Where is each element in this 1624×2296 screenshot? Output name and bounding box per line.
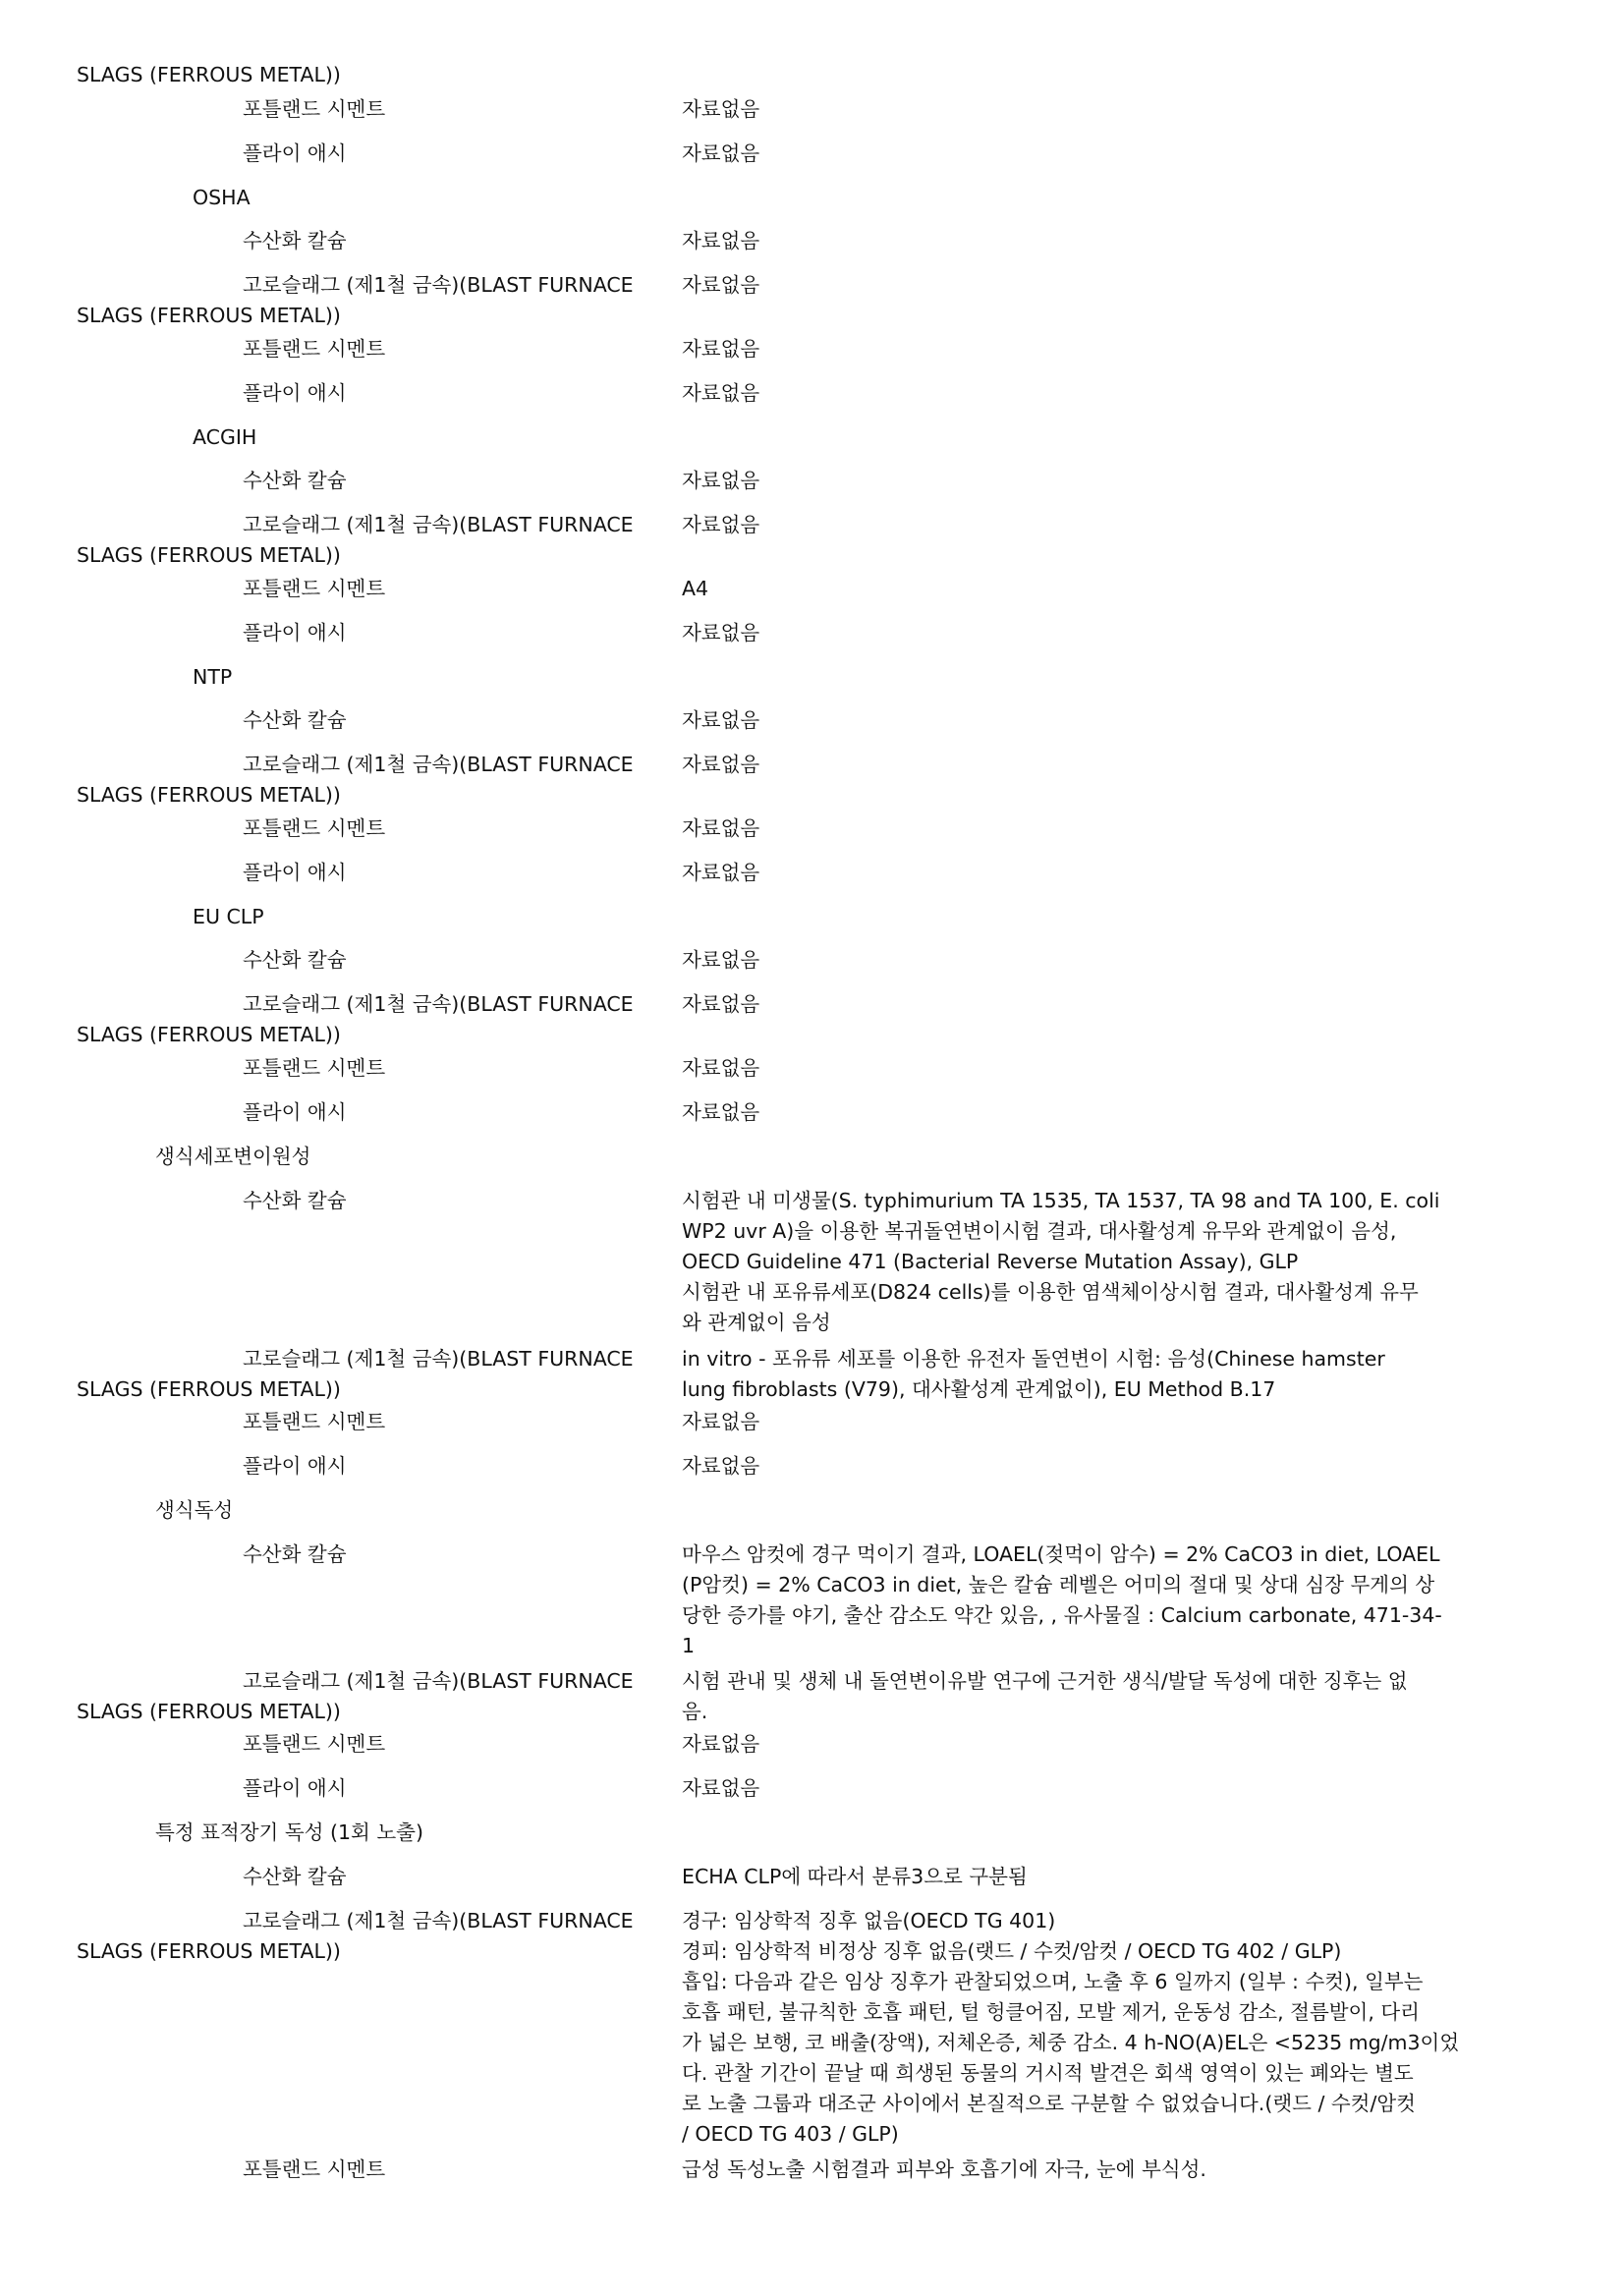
value-slag-stot xyxy=(682,1906,1487,2150)
value-slag: 자료없음 xyxy=(682,273,760,297)
value-calcium: 자료없음 xyxy=(682,469,760,492)
substance-slag: 고로슬래그 (제1철 금속)(BLAST FURNACE xyxy=(243,513,634,536)
value-line: / OECD TG 403 / GLP) xyxy=(682,2122,899,2146)
value-flyash: 자료없음 xyxy=(682,861,760,884)
value-cement-stot: 급성 독성노출 시험결과 피부와 호흡기에 자극, 눈에 부식성. xyxy=(682,2157,1206,2181)
value-flyash: 자료없음 xyxy=(682,381,760,405)
value-flyash: 자료없음 xyxy=(682,141,760,165)
value-line: 와 관계없이 음성 xyxy=(682,1311,831,1334)
value-cement: 자료없음 xyxy=(682,97,760,121)
substance-flyash: 플라이 애시 xyxy=(243,1454,347,1478)
slag-name-tail: SLAGS (FERROUS METAL)) xyxy=(77,1939,341,1963)
slag-name-tail: SLAGS (FERROUS METAL)) xyxy=(77,1023,341,1046)
value-line: 음. xyxy=(682,1700,708,1723)
value-flyash: 자료없음 xyxy=(682,1100,760,1124)
value-calcium-reproductive xyxy=(682,1540,1487,1661)
value-slag: 자료없음 xyxy=(682,992,760,1016)
value-line: 경피: 임상학적 비정상 징후 없음(랫드 / 수컷/암컷 / OECD TG 402 / GLP) xyxy=(682,1939,1342,1963)
substance-calcium: 수산화 칼슘 xyxy=(243,1189,347,1212)
value-line: 다. 관찰 기간이 끝날 때 희생된 동물의 거시적 발견은 회색 영역이 있는 폐와는 별도 xyxy=(682,2061,1414,2085)
substance-slag: 고로슬래그 (제1철 금속)(BLAST FURNACE xyxy=(243,1909,634,1932)
value-line: OECD Guideline 471 (Bacterial Reverse Mutation Assay), GLP xyxy=(682,1250,1299,1273)
value-cement: 자료없음 xyxy=(682,816,760,840)
slag-name-tail: SLAGS (FERROUS METAL)) xyxy=(77,543,341,567)
substance-cement: 포틀랜드 시멘트 xyxy=(243,1056,386,1080)
slag-name-tail: SLAGS (FERROUS METAL)) xyxy=(77,304,341,327)
value-line: 경구: 임상학적 징후 없음(OECD TG 401) xyxy=(682,1909,1056,1932)
substance-slag: 고로슬래그 (제1철 금속)(BLAST FURNACE xyxy=(243,992,634,1016)
value-line: 호흡 패턴, 불규칙한 호흡 패턴, 털 헝클어짐, 모발 제거, 운동성 감소, 절름발이, 다리 xyxy=(682,2000,1420,2024)
slag-name-tail: SLAGS (FERROUS METAL)) xyxy=(77,1377,341,1401)
value-line: 마우스 암컷에 경구 먹이기 결과, LOAEL(젖먹이 암수) = 2% CaCO3 in diet, LOAEL xyxy=(682,1542,1440,1566)
slag-name-tail: SLAGS (FERROUS METAL)) xyxy=(77,63,341,86)
value-flyash: 자료없음 xyxy=(682,621,760,644)
substance-slag: 고로슬래그 (제1철 금속)(BLAST FURNACE xyxy=(243,753,634,776)
section-heading-reproductive-toxicity: 생식독성 xyxy=(155,1498,234,1522)
substance-slag: 고로슬래그 (제1철 금속)(BLAST FURNACE xyxy=(243,1347,634,1371)
value-line: 시험관 내 포유류세포(D824 cells)를 이용한 염색체이상시험 결과, 대사활성계 유무 xyxy=(682,1280,1419,1304)
agency-heading-ntp: NTP xyxy=(193,665,233,689)
value-line: (P암컷) = 2% CaCO3 in diet, 높은 칼슘 레벨은 어미의 절대 및 상대 심장 무게의 상 xyxy=(682,1573,1435,1596)
substance-slag: 고로슬래그 (제1철 금속)(BLAST FURNACE xyxy=(243,273,634,297)
value-cement: 자료없음 xyxy=(682,1056,760,1080)
substance-calcium: 수산화 칼슘 xyxy=(243,229,347,252)
substance-cement: 포틀랜드 시멘트 xyxy=(243,1410,386,1433)
value-flyash: 자료없음 xyxy=(682,1454,760,1478)
value-line: 시험관 내 미생물(S. typhimurium TA 1535, TA 1537, TA 98 and TA 100, E. coli xyxy=(682,1189,1440,1212)
value-calcium-stot: ECHA CLP에 따라서 분류3으로 구분됨 xyxy=(682,1865,1028,1888)
substance-calcium: 수산화 칼슘 xyxy=(243,708,347,732)
substance-slag: 고로슬래그 (제1철 금속)(BLAST FURNACE xyxy=(243,1669,634,1693)
value-line: 당한 증가를 야기, 출산 감소도 약간 있음, , 유사물질 : Calcium carbonate, 471-34- xyxy=(682,1603,1442,1627)
substance-cement: 포틀랜드 시멘트 xyxy=(243,97,386,121)
value-cement: 자료없음 xyxy=(682,1732,760,1756)
value-slag: 자료없음 xyxy=(682,753,760,776)
value-calcium: 자료없음 xyxy=(682,229,760,252)
value-slag: 자료없음 xyxy=(682,513,760,536)
section-heading-stot-single-exposure: 특정 표적장기 독성 (1회 노출) xyxy=(155,1820,423,1844)
value-line: in vitro - 포유류 세포를 이용한 유전자 돌연변이 시험: 음성(Chinese hamster xyxy=(682,1347,1385,1371)
substance-calcium: 수산화 칼슘 xyxy=(243,1865,347,1888)
value-flyash: 자료없음 xyxy=(682,1776,760,1800)
slag-name-tail: SLAGS (FERROUS METAL)) xyxy=(77,783,341,807)
substance-flyash: 플라이 애시 xyxy=(243,1776,347,1800)
substance-flyash: 플라이 애시 xyxy=(243,621,347,644)
value-line: 시험 관내 및 생체 내 돌연변이유발 연구에 근거한 생식/발달 독성에 대한 징후는 없 xyxy=(682,1669,1408,1693)
substance-flyash: 플라이 애시 xyxy=(243,861,347,884)
agency-heading-eu-clp: EU CLP xyxy=(193,905,264,928)
value-line: lung fibroblasts (V79), 대사활성계 관계없이), EU Method B.17 xyxy=(682,1377,1276,1401)
value-line: 흡입: 다음과 같은 임상 징후가 관찰되었으며, 노출 후 6 일까지 (일부 : 수컷), 일부는 xyxy=(682,1970,1424,1993)
value-slag-reproductive xyxy=(682,1666,1487,1727)
substance-flyash: 플라이 애시 xyxy=(243,1100,347,1124)
substance-calcium: 수산화 칼슘 xyxy=(243,948,347,972)
substance-cement: 포틀랜드 시멘트 xyxy=(243,816,386,840)
substance-calcium: 수산화 칼슘 xyxy=(243,469,347,492)
substance-cement: 포틀랜드 시멘트 xyxy=(243,577,386,600)
value-cement: A4 xyxy=(682,577,709,600)
value-cement: 자료없음 xyxy=(682,337,760,361)
section-heading-germ-cell-mutagenicity: 생식세포변이원성 xyxy=(155,1145,311,1168)
substance-calcium: 수산화 칼슘 xyxy=(243,1542,347,1566)
substance-flyash: 플라이 애시 xyxy=(243,141,347,165)
value-line: 로 노출 그룹과 대조군 사이에서 본질적으로 구분할 수 없었습니다.(랫드 / 수컷/암컷 xyxy=(682,2092,1416,2115)
substance-cement: 포틀랜드 시멘트 xyxy=(243,1732,386,1756)
value-slag-germ-cell xyxy=(682,1344,1487,1405)
slag-name-tail: SLAGS (FERROUS METAL)) xyxy=(77,1700,341,1723)
substance-cement: 포틀랜드 시멘트 xyxy=(243,2157,386,2181)
substance-cement: 포틀랜드 시멘트 xyxy=(243,337,386,361)
substance-flyash: 플라이 애시 xyxy=(243,381,347,405)
value-calcium: 자료없음 xyxy=(682,948,760,972)
agency-heading-osha: OSHA xyxy=(193,186,251,209)
agency-heading-acgih: ACGIH xyxy=(193,425,257,449)
value-line: 1 xyxy=(682,1634,696,1657)
value-cement: 자료없음 xyxy=(682,1410,760,1433)
value-calcium-germ-cell xyxy=(682,1186,1487,1338)
value-line: WP2 uvr A)을 이용한 복귀돌연변이시험 결과, 대사활성계 유무와 관계없이 음성, xyxy=(682,1219,1397,1243)
value-line: 가 넓은 보행, 코 배출(장액), 저체온증, 체중 감소. 4 h-NO(A)EL은 <5235 mg/m3이었 xyxy=(682,2031,1460,2054)
value-calcium: 자료없음 xyxy=(682,708,760,732)
